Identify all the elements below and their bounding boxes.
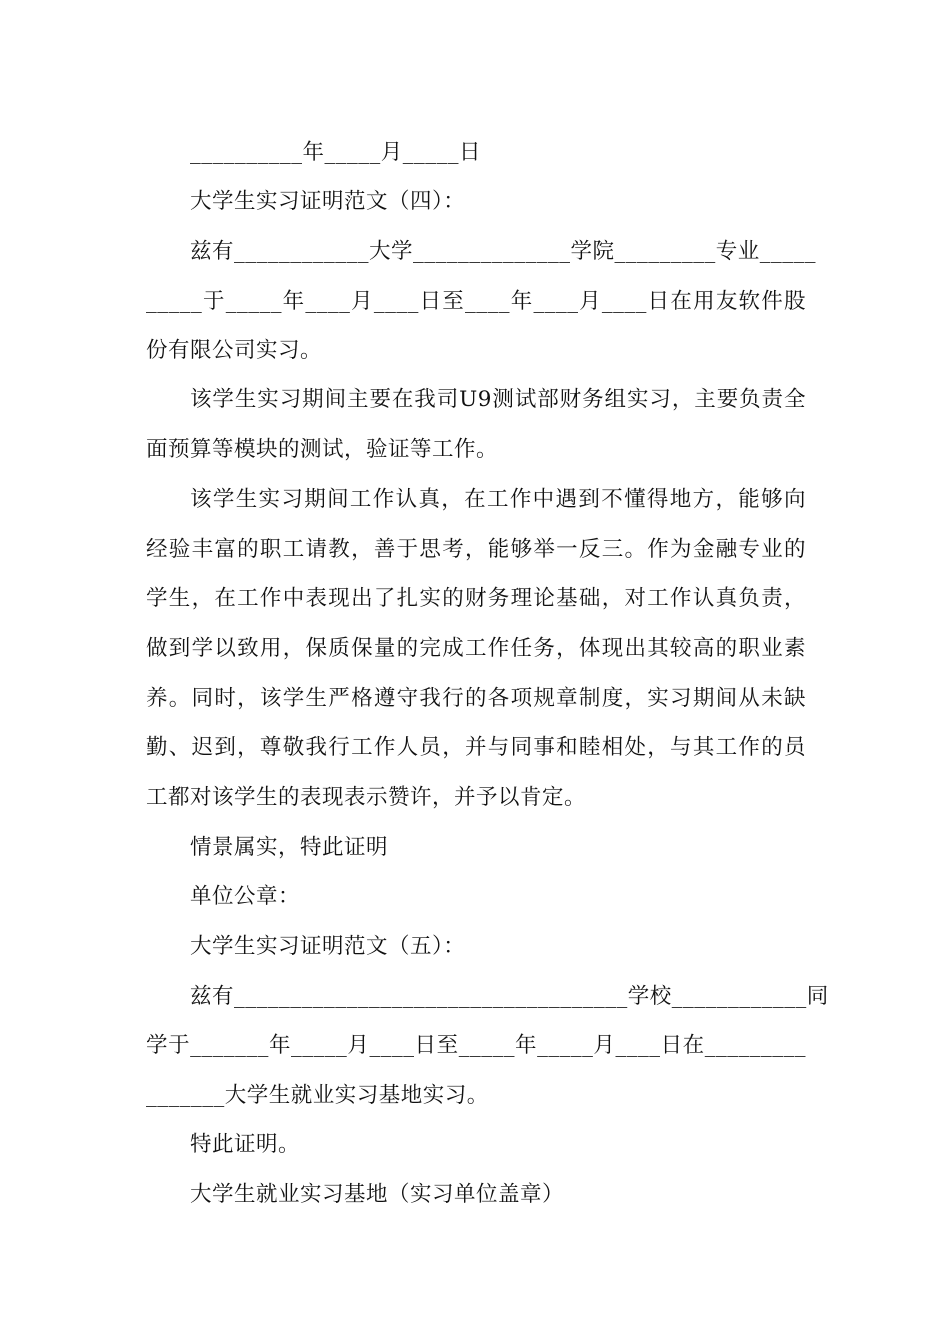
paragraph-line: 做到学以致用，保质保量的完成工作任务，体现出其较高的职业素: [146, 636, 806, 661]
paragraph-line: 份有限公司实习。: [146, 338, 323, 363]
paragraph-line: 学生，在工作中表现出了扎实的财务理论基础，对工作认真负责，: [146, 586, 806, 611]
paragraph-line: 特此证明。: [190, 1132, 301, 1157]
section-heading-5: 大学生实习证明范文（五）：: [190, 934, 466, 959]
paragraph-line: 兹有___________________________________学校____________同: [190, 984, 829, 1009]
section-heading-4: 大学生实习证明范文（四）：: [190, 189, 466, 214]
paragraph-line: 该学生实习期间主要在我司U9测试部财务组实习，主要负责全: [190, 387, 806, 412]
paragraph-line: 经验丰富的职工请教，善于思考，能够举一反三。作为金融专业的: [146, 537, 806, 562]
paragraph-line: 工都对该学生的表现表示赞许，并予以肯定。: [146, 785, 587, 810]
seal-label: 大学生就业实习基地（实习单位盖章）: [190, 1182, 565, 1207]
paragraph-line: 情景属实，特此证明: [190, 835, 389, 860]
paragraph-line: 该学生实习期间工作认真，在工作中遇到不懂得地方，能够向: [190, 487, 806, 512]
paragraph-line: 学于_______年_____月____日至_____年_____月____日在_________: [146, 1033, 806, 1058]
paragraph-line: _______大学生就业实习基地实习。: [146, 1083, 489, 1108]
date-line: __________年_____月_____日: [190, 140, 482, 165]
paragraph-line: 勤、迟到，尊敬我行工作人员，并与同事和睦相处，与其工作的员: [146, 735, 806, 760]
seal-label: 单位公章：: [190, 884, 301, 909]
paragraph-line: 面预算等模块的测试，验证等工作。: [146, 437, 499, 462]
paragraph-line: 兹有____________大学______________学院_________专业_____: [190, 239, 817, 264]
paragraph-line: _____于_____年____月____日至____年____月____日在用友软件股: [146, 289, 806, 314]
paragraph-line: 养。同时，该学生严格遵守我行的各项规章制度，实习期间从未缺: [146, 686, 806, 711]
